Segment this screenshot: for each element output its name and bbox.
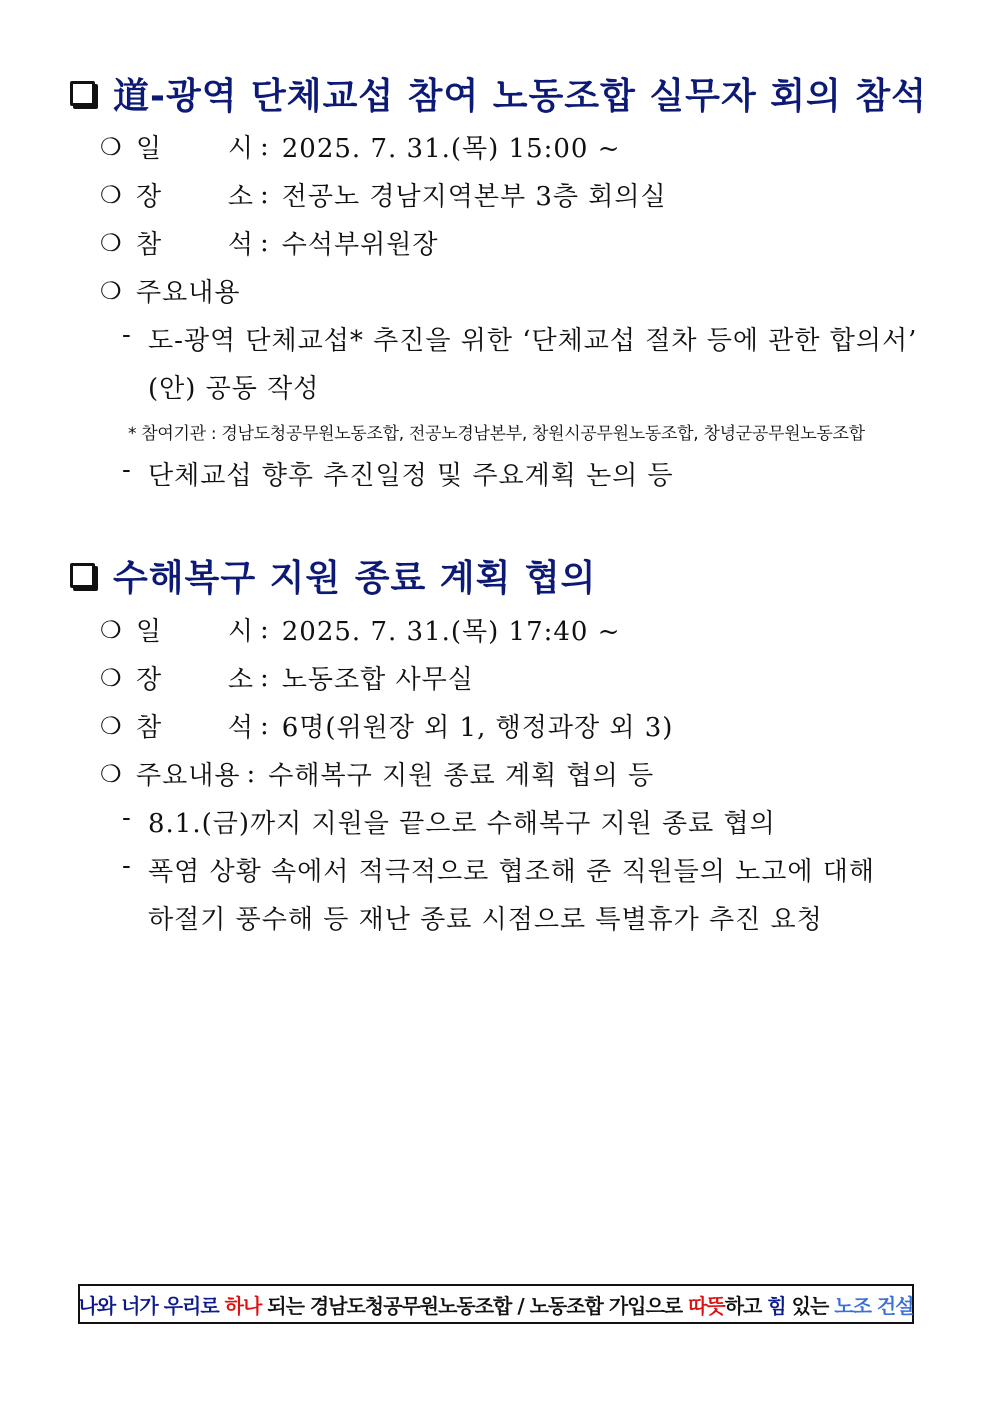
- section-2-date-row: [100, 611, 621, 648]
- colon: :: [260, 179, 270, 210]
- square-bullet-icon: [70, 563, 95, 588]
- slogan-part-6: 힘: [767, 1293, 786, 1318]
- dash-bullet: -: [122, 320, 132, 350]
- square-bullet-icon: [70, 81, 95, 106]
- slogan-part-7: 있는: [785, 1293, 835, 1318]
- slogan-part-1: 나와 너가 우리로: [78, 1293, 225, 1318]
- dash-bullet: -: [122, 455, 132, 485]
- date-label: 일 시: [136, 617, 254, 647]
- colon: :: [260, 662, 270, 693]
- place-value: 노동조합 사무실: [281, 665, 474, 695]
- item-1-line-1: 도-광역 단체교섭* 추진을 위한 ‘단체교섭 절차 등에 관한 합의서’: [148, 326, 918, 356]
- circle-bullet-icon: ❍: [100, 663, 123, 692]
- dash-bullet: -: [122, 803, 132, 833]
- footer-slogan: [78, 1284, 914, 1324]
- colon: :: [260, 131, 270, 162]
- circle-bullet-icon: ❍: [100, 711, 123, 740]
- circle-bullet-icon: ❍: [100, 228, 123, 257]
- item-2-line-1: 폭염 상황 속에서 적극적으로 협조해 준 직원들의 노고에 대해: [148, 857, 876, 887]
- item-1-text: 8.1.(금)까지 지원을 끝으로 수해복구 지원 종료 협의: [148, 809, 776, 839]
- date-label: 일 시: [136, 134, 254, 164]
- item-2-line-2: 하절기 풍수해 등 재난 종료 시점으로 특별휴가 추진 요청: [148, 905, 823, 935]
- section-2-title: 수해복구 지원 종료 계획 협의: [113, 558, 597, 599]
- attend-label: 참 석: [136, 713, 254, 743]
- colon: :: [260, 614, 270, 645]
- slogan-part-3: 되는 경남도청공무원노동조합 / 노동조합 가입으로: [261, 1293, 689, 1318]
- attend-value: 6명(위원장 외 1, 행정과장 외 3): [281, 713, 674, 743]
- section-1-place-row: [100, 176, 667, 213]
- date-value: 2025. 7. 31.(목) 15:00 ~: [281, 134, 621, 164]
- date-value: 2025. 7. 31.(목) 17:40 ~: [281, 617, 621, 647]
- place-label: 장 소: [136, 182, 254, 212]
- content-value: 수해복구 지원 종료 계획 협의 등: [268, 761, 655, 791]
- slogan-part-5: 하고: [724, 1293, 768, 1318]
- section-2-title-row: [70, 550, 596, 601]
- colon: :: [246, 758, 257, 789]
- attend-label: 참 석: [136, 230, 254, 260]
- item-1-line-2: (안) 공동 작성: [148, 374, 320, 404]
- place-value: 전공노 경남지역본부 3층 회의실: [281, 182, 667, 212]
- participants-note: * 참여기관 : 경남도청공무원노동조합, 전공노경남본부, 창원시공무원노동조합, 창녕군공무원노동조합: [128, 424, 865, 444]
- section-1-attend-row: [100, 224, 438, 261]
- circle-bullet-icon: ❍: [100, 180, 123, 209]
- circle-bullet-icon: ❍: [100, 276, 123, 305]
- section-1-title: 道-광역 단체교섭 참여 노동조합 실무자 회의 참석: [113, 76, 927, 117]
- colon: :: [260, 710, 270, 741]
- section-1-date-row: [100, 128, 621, 165]
- colon: :: [260, 227, 270, 258]
- dash-bullet: -: [122, 851, 132, 881]
- slogan-part-2: 하나: [224, 1293, 262, 1318]
- circle-bullet-icon: ❍: [100, 132, 123, 161]
- section-1-title-row: [70, 68, 927, 119]
- section-2-item-1: [122, 803, 776, 840]
- circle-bullet-icon: ❍: [100, 615, 123, 644]
- place-label: 장 소: [136, 665, 254, 695]
- slogan-part-4: 따뜻: [688, 1293, 725, 1318]
- section-2-content-row: [100, 755, 654, 792]
- section-1-item-1: [122, 320, 917, 357]
- item-2-text: 단체교섭 향후 추진일정 및 주요계획 논의 등: [148, 461, 674, 491]
- section-2-place-row: [100, 659, 474, 696]
- content-label: 주요내용: [136, 761, 241, 791]
- slogan-part-8: 노조 건설: [834, 1293, 914, 1318]
- section-1-item-2: [122, 455, 674, 492]
- circle-bullet-icon: ❍: [100, 759, 123, 788]
- section-1-content-row: [100, 272, 240, 309]
- section-2-item-2: [122, 851, 875, 888]
- attend-value: 수석부위원장: [281, 230, 439, 260]
- section-2-attend-row: [100, 707, 673, 744]
- content-label: 주요내용: [136, 278, 241, 308]
